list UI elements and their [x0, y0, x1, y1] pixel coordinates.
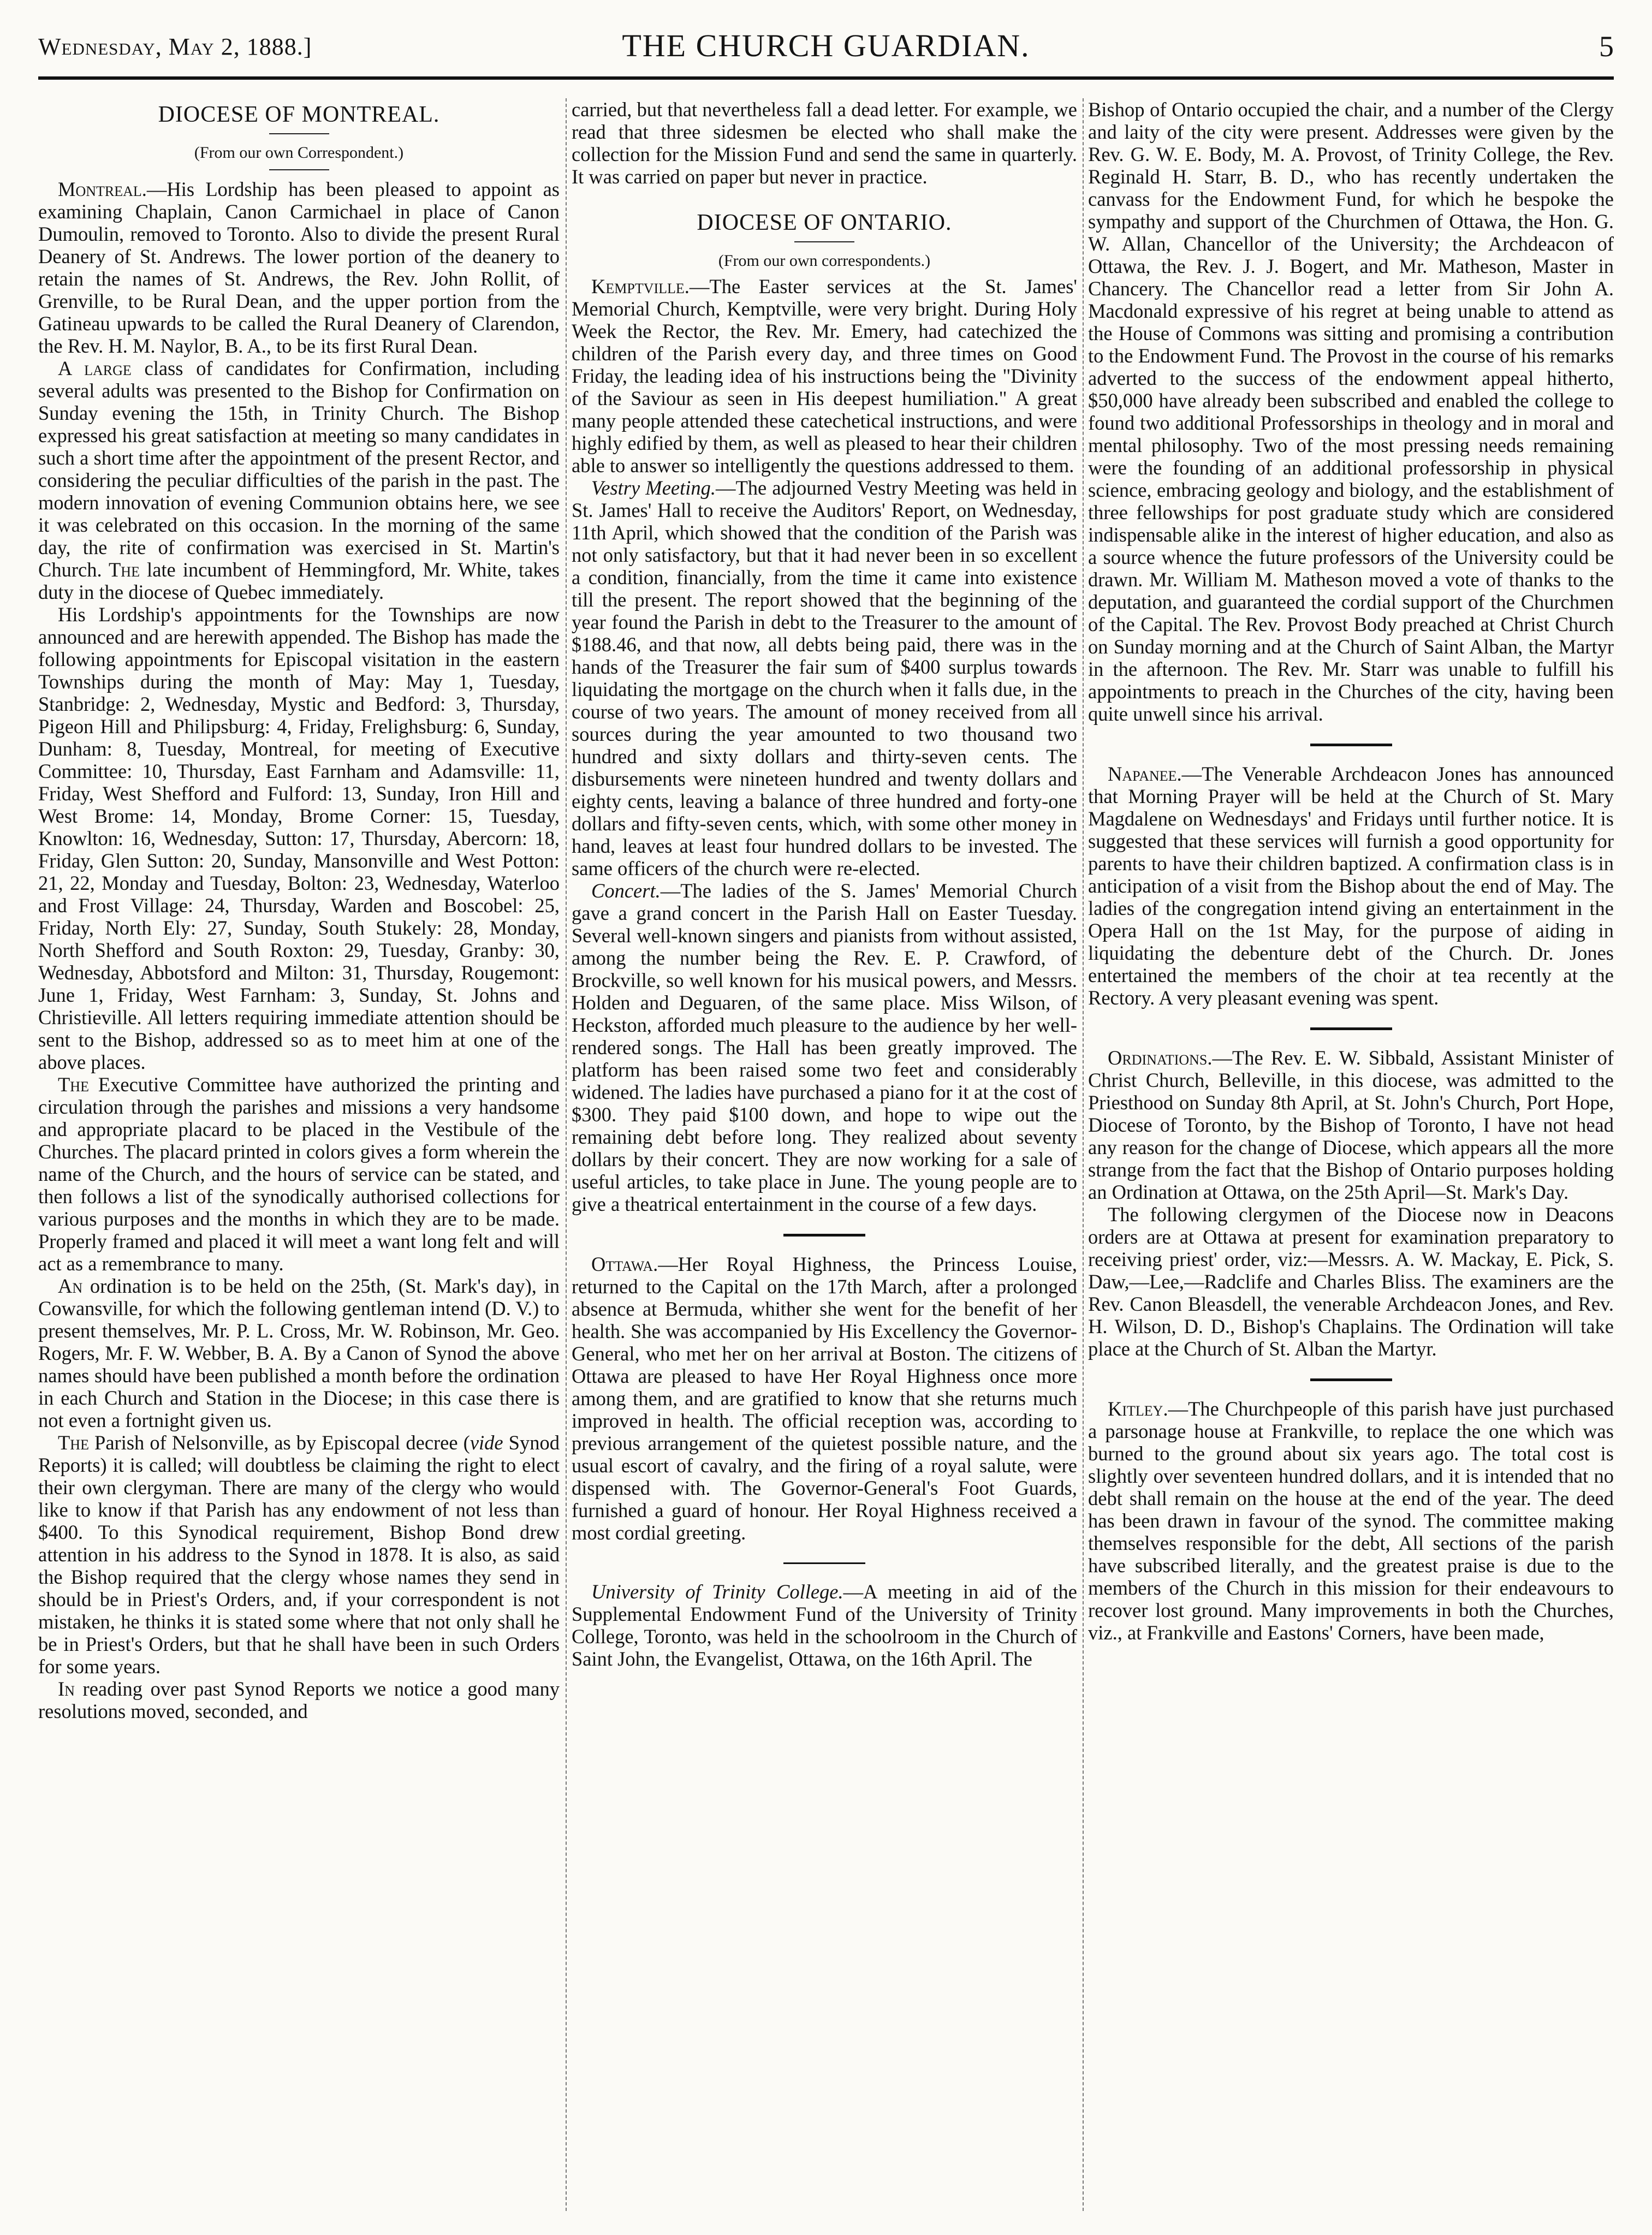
paragraph-text: Synod Reports) it is called; will doubtless be claiming the right to elect their own clergyman. There are many of the clergy who would like to know if that Parish has any endowment of not less than $400. To this Synodical requirement, Bishop Bond drew attention in his address to the Synod in 1878. It is also, as said the Bishop required that the clergy whose names they send in should be in Priest's Orders, and, if your correspondent is not mistaken, he thinks it is stated some where that not only shall he be in Priest's Orders, but that he shall have been in such Orders for some years. [38, 1431, 560, 1678]
section-rule [1310, 1378, 1392, 1381]
article-paragraph [572, 879, 1077, 1215]
lead-word: University of Trinity College. [591, 1580, 843, 1603]
short-rule [269, 133, 329, 134]
article-paragraph [1088, 1398, 1614, 1644]
paragraph-text: Parish of Nelsonville, as by Episcopal decree ( [88, 1431, 470, 1454]
issue-date: Wednesday, May 2, 1888.] [38, 33, 312, 60]
article-paragraph: carried, but that nevertheless fall a dead letter. For example, we read that three sidesmen be elected who shall make the collection for the Mission Fund and send the same in quarterly. It was carried on paper but never in practice. [572, 98, 1077, 188]
section-rule [783, 1234, 865, 1237]
section-rule [1310, 1027, 1392, 1030]
header-rule [38, 76, 1614, 80]
article-paragraph [38, 1073, 560, 1275]
page-number: 5 [1599, 30, 1614, 63]
short-rule [269, 169, 329, 170]
section-rule [1310, 744, 1392, 746]
article-paragraph: The following clergymen of the Diocese now in Deacons orders are at Ottawa at present for examination preparatory to receiving priest' order, viz:—Messrs. A. W. Mackay, E. Pick, S. Daw,—Lee,—Radclife and Charles Bliss. The examiners are the Rev. Canon Bleasdell, the venerable Archdeacon Jones, and Rev. H. Wilson, D. D., Bishop's Chaplains. The Ordination will take place at the Church of St. Alban the Martyr. [1088, 1203, 1614, 1360]
article-paragraph: His Lordship's appointments for the Townships are now announced and are herewith appended. The Bishop has made the following appointments for Episcopal visitation in the eastern Townships during the month of May: May 1, Tuesday, Stanbridge: 2, Wednesday, Mystic and Bedford: 3, Thursday, Pigeon Hill and Philipsburg: 4, Friday, Frelighsburg: 6, Sunday, Dunham: 8, Tuesday, Montreal, for meeting of Executive Committee: 10, Thursday, East Farnham and Adamsville: 11, Friday, West Shefford and Fulford: 13, Sunday, Iron Hill and West Brome: 14, Monday, Brome Corner: 15, Tuesday, Knowlton: 16, Wednesday, Sutton: 17, Thursday, Abercorn: 18, Friday, Glen Sutton: 20, Sunday, Mansonville and West Potton: 21, 22, Monday and Tuesday, Bolton: 23, Wednesday, Waterloo and Frost Village: 24, Thursday, Warden and Boscobel: 25, Friday, North Ely: 27, Sunday, South Stukely: 28, Monday, North Shefford and South Roxton: 29, Tuesday, Granby: 30, Wednesday, Abbotsford and Milton: 31, Thursday, Rougemont: June 1, Friday, West Farnham: 3, Sunday, St. Johns and Christieville. All letters requiring immediate attention should be sent to the Bishop, addressed so as to meet him at one of the above places. [38, 603, 560, 1073]
byline: (From our own correspondents.) [718, 252, 931, 270]
paragraph-text: class of candidates for Confirmation, including several adults was presented to the Bishop for Confirmation on Sunday evening the 15th, in Trinity Church. The Bishop expressed his great satisfaction at meeting so many candidates in such a short time after the appointment of the present Rector, and considering the peculiar difficulties of the parish in the past. The modern innovation of evening Communion obtains here, we see it was celebrated on this occasion. In the morning of the same day, the rite of confirmation was exercised in St. Martin's Church. [38, 357, 560, 581]
lead-word: Kitley. [1108, 1398, 1168, 1420]
paragraph-text: —The Rev. E. W. Sibbald, Assistant Minister of Christ Church, Belleville, in this diocese, was admitted to the Priesthood on Sunday 8th April, at St. John's Church, Port Hope, Diocese of Toronto, by the Bishop of Toronto, I have not head any reason for the change of Diocese, which appears all the more strange from the fact that the Bishop of Ontario purposes holding an Ordination at Ottawa, on the 25th April—St. Mark's Day. [1088, 1047, 1614, 1203]
article-paragraph [572, 1253, 1077, 1544]
article-paragraph [572, 275, 1077, 477]
lead-word: The [102, 558, 140, 581]
article-paragraph: Bishop of Ontario occupied the chair, and a number of the Clergy and laity of the city were present. Addresses were given by the Rev. G. W. E. Body, M. A. Provost, of Trinity College, the Rev. Reginald H. Starr, B. D., who has recently undertaken the canvass for the Endowment Fund, for which he bespoke the sympathy and support of the Churchmen of Ottawa, the Hon. G. W. Allan, Chancellor of the University; the Archdeacon of Ottawa, the Rev. J. J. Bogert, and Mr. Matheson, Master in Chancery. The Chancellor read a letter from Sir John A. Macdonald expressive of his regret at being unable to attend as the House of Commons was sitting and promising a contribution to the Endowment Fund. The Provost in the course of his remarks adverted to the success of the endowment appeal hitherto, $50,000 have already been subscribed and enabled the college to found two additional Professorships in theology and in moral and mental philosophy. Two of the most pressing needs remaining were the founding of an additional professorship in physical science, embracing geology and biology, and the establishment of three fellowships for post graduate study which are considered indispensable alike in the interest of higher education, and also as a source whence the future professors of the University could be drawn. Mr. William M. Matheson moved a vote of thanks to the deputation, and guaranteed the cordial support of the Churchmen of the Capital. The Rev. Provost Body preached at Christ Church on Sunday morning and at the Church of Saint Alban, the Martyr in the afternoon. The Rev. Mr. Starr was unable to fulfill his appointments to preach in the Churches of the city, having been quite unwell since his arrival. [1088, 98, 1614, 725]
paragraph-text: —The Easter services at the St. James' Memorial Church, Kemptville, were very bright. During Holy Week the Rector, the Rev. Mr. Emery, had catechized the children of the Parish every day, and three times on Good Friday, the leading idea of his instructions being the "Divinity of the Saviour as seen in His deepest humiliation." A great many people attended these catechetical instructions, and were highly edified by them, as well as pleased to hear their children able to answer so intelligently the questions addressed to them. [572, 275, 1077, 477]
lead-word: Napanee. [1108, 763, 1182, 785]
article-paragraph [38, 357, 560, 603]
paragraph-text: Executive Committee have authorized the printing and circulation through the parishes and missions a very handsome and appropriate placard to be placed in the Vestibule of the Churches. The placard printed in colors gives a form wherein the name of the Church, and the hours of service can be stated, and then follows a list of the synodically authorised collections for various purposes and the months in which they are to be made. Properly framed and placed it will meet a want long felt and will act as a remembrance to many. [38, 1073, 560, 1275]
article-paragraph [1088, 1047, 1614, 1203]
paragraph-text: —The adjourned Vestry Meeting was held in St. James' Hall to receive the Auditors' Report, on Wednesday, 11th April, which showed that the condition of the Parish was not only satisfactory, but that it had never been in so excellent a condition, financially, from the time it came into existence till the present. The report showed that the beginning of the year found the Parish in debt to the Treasurer to the amount of $188.46, and that now, all debts being paid, there was in the hands of the Treasurer the fair sum of $400 surplus towards liquidating the mortgage on the church when it falls due, in the course of two years. The amount of money received from all sources during the year amounted to two thousand two hundred and sixty dollars and thirty-seven cents. The disbursements were nineteen hundred and twenty dollars and eighty cents, leaving a balance of three hundred and forty-one dollars and fifty-seven cents, which, with some other money in hand, leaves at least four hundred dollars to be invested. The same officers of the church were re-elected. [572, 477, 1077, 879]
column-3 [1088, 98, 1614, 2216]
lead-word: Vestry Meeting. [591, 477, 716, 499]
lead-word: Montreal. [58, 178, 147, 200]
lead-word: A large [58, 357, 132, 379]
article-paragraph [38, 1431, 560, 1678]
lead-word: An [58, 1275, 83, 1297]
lead-word: Ordinations. [1108, 1047, 1213, 1069]
byline: (From our own Correspondent.) [194, 144, 404, 162]
article-paragraph [38, 1275, 560, 1431]
newspaper-title: THE CHURCH GUARDIAN. [622, 28, 1030, 63]
paragraph-text: —The Churchpeople of this parish have just purchased a parsonage house at Frankville, to replace the one which was burned to the ground about six years ago. The total cost is slightly over seventeen hundred dollars, and it is intended that no debt shall remain on the house at the end of the year. The deed has been drawn in favour of the synod. The committee making themselves responsible for the debt, All sections of the parish have subscribed literally, and the greatest praise is due to the members of the Church in this mission for their endeavours to recover lost ground. Many improvements in both the Churches, viz., at Frankville and Eastons' Corners, have been made, [1088, 1398, 1614, 1644]
paragraph-text: ordination is to be held on the 25th, (St. Mark's day), in Cowansville, for which the following gentleman intend (D. V.) to present themselves, Mr. P. L. Cross, Mr. W. Robinson, Mr. Geo. Rogers, Mr. F. W. Webber, B. A. By a Canon of Synod the above names should have been published a month before the ordination in each Church and Station in the Diocese; in this case there is not even a fortnight given us. [38, 1275, 560, 1431]
column-1 [38, 98, 560, 2216]
section-heading: DIOCESE OF MONTREAL. [158, 102, 440, 127]
paragraph-text: —The ladies of the S. James' Memorial Church gave a grand concert in the Parish Hall on Easter Tuesday. Several well-known singers and pianists from without assisted, among the number being the Rev. E. P. Crawford, of Brockville, so well known for his musical powers, and Messrs. Holden and Deguaren, of the same place. Miss Wilson, of Heckston, afforded much pleasure to the audience by her well-rendered songs. The Hall has been greatly improved. The platform has been raised some two feet and considerably widened. The ladies have purchased a piano for it at the cost of $300. They paid $100 down, and hope to wipe out the remaining debt before long. They realized about seventy dollars by their concert. They are now working for a sale of useful articles, to take place in June. The young people are to give a theatrical entertainment in the course of a few days. [572, 879, 1077, 1215]
column-divider [566, 98, 567, 2211]
short-rule [794, 241, 854, 242]
paragraph-text: —His Lordship has been pleased to appoint as examining Chaplain, Canon Carmichael in place of Canon Dumoulin, removed to Toronto. Also to divide the present Rural Deanery of St. Andrews. The lower portion of the deanery to retain the names of St. Andrews, the Rev. John Rollit, of Grenville, to be Rural Dean, and the upper portion from the Gatineau upwards to be called the Rural Deanery of Clarendon, the Rev. H. M. Naylor, B. A., to be its first Rural Dean. [38, 178, 560, 357]
article-paragraph [38, 1678, 560, 1722]
paragraph-text: —Her Royal Highness, the Princess Louise, returned to the Capital on the 17th March, after a prolonged absence at Bermuda, whither she went for the benefit of her health. She was accompanied by His Excellency the Governor-General, who met her on her arrival at Boston. The citizens of Ottawa are pleased to have Her Royal Highness once more among them, and are gratified to know that she returns much improved in health. The official reception was, according to previous arrangement of the quietest possible nature, and the usual escort of cavalry, and the firing of a royal salute, were dispensed with. The Governor-General's Foot Guards, furnished a guard of honour. Her Royal Highness received a most cordial greeting. [572, 1253, 1077, 1544]
paragraph-text: —The Venerable Archdeacon Jones has announced that Morning Prayer will be held at the Church of St. Mary Magdalene on Wednesdays' and Fridays until further notice. It is suggested that these services will furnish a good opportunity for parents to have their children baptized. A confirmation class is in anticipation of a visit from the Bishop about the end of May. The ladies of the congregation intend giving an entertainment in the Opera Hall on the 1st May, for the purpose of aiding in liquidating the debenture debt of the Church. Dr. Jones entertained the members of the choir at tea recently at the Rectory. A very pleasant evening was spent. [1088, 763, 1614, 1009]
lead-word: The [58, 1073, 89, 1096]
paragraph-text: —A meeting in aid of the Supplemental Endowment Fund of the University of Trinity College, Toronto, was held in the schoolroom in the Church of Saint John, the Evangelist, Ottawa, on the 16th April. The [572, 1580, 1077, 1670]
page-header [38, 5, 1614, 87]
section-rule [783, 1562, 865, 1564]
paragraph-text: late incumbent of Hemmingford, Mr. White, takes duty in the diocese of Quebec immediately. [38, 558, 560, 603]
section-heading: DIOCESE OF ONTARIO. [697, 210, 952, 235]
article-paragraph [38, 178, 560, 357]
paragraph-text: reading over past Synod Reports we notice a good many resolutions moved, seconded, and [38, 1678, 560, 1722]
column-2 [572, 98, 1077, 2216]
lead-word: Ottawa. [591, 1253, 658, 1275]
lead-word: Kemptville. [591, 275, 690, 298]
italic-word: vide [470, 1431, 503, 1454]
lead-word: In [58, 1678, 75, 1700]
column-divider [1083, 98, 1084, 2211]
article-paragraph [572, 477, 1077, 879]
article-paragraph [1088, 763, 1614, 1009]
lead-word: Concert. [591, 879, 661, 902]
article-paragraph [572, 1580, 1077, 1670]
lead-word: The [58, 1431, 89, 1454]
